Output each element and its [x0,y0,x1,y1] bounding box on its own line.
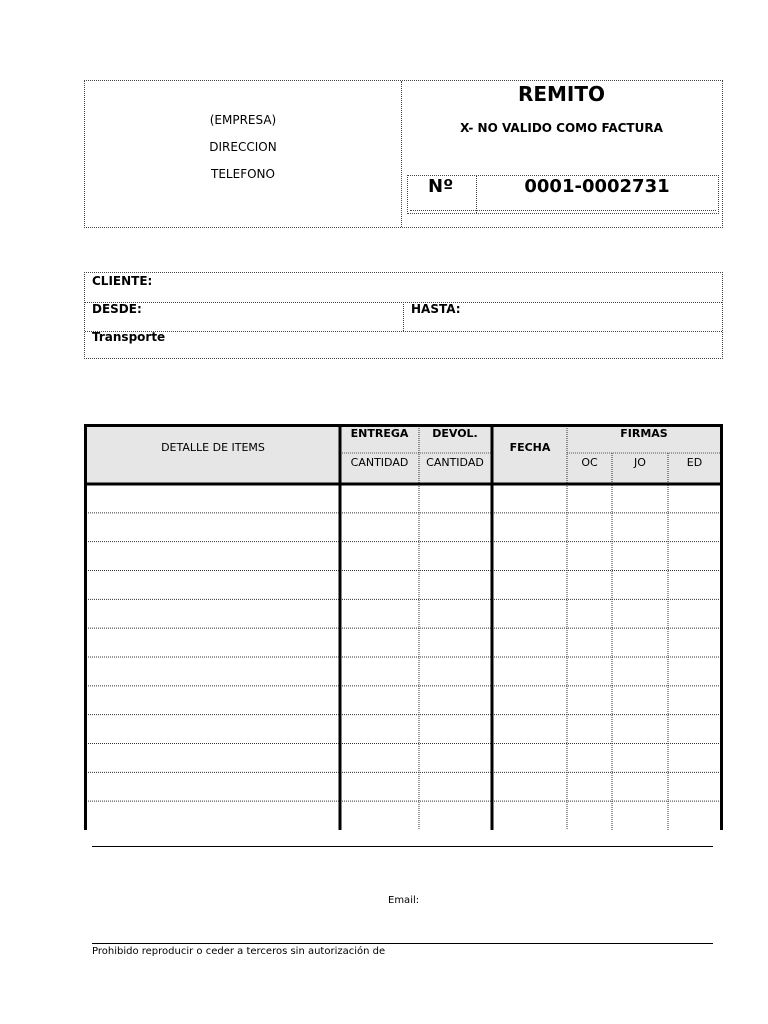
client-box [84,272,723,359]
desde-label: DESDE: [92,302,142,316]
header-detalle: DETALLE DE ITEMS [161,441,265,454]
document-subtitle: X- NO VALIDO COMO FACTURA [460,121,663,135]
number-box-inner-line [410,210,716,211]
company-address: DIRECCION [209,140,277,154]
header-cantidad-entrega: CANTIDAD [350,456,409,469]
header-jo: JO [634,456,646,469]
header-ed: ED [686,456,703,469]
client-row [85,273,722,303]
number-label: Nº [428,176,454,197]
hasta-label: HASTA: [411,302,461,316]
company-name: (EMPRESA) [209,113,277,127]
items-table [84,424,723,830]
desde-hasta-divider [403,302,404,331]
header-fecha: FECHA [509,441,551,454]
header-oc: OC [581,456,598,469]
company-phone: TELEFONO [211,167,275,181]
header-entrega: ENTREGA [350,427,409,440]
header-devol: DEVOL. [432,427,478,440]
header-box [84,80,723,228]
document-number-box [407,175,719,214]
email-label: Email: [388,895,420,906]
header-firmas: FIRMAS [620,427,668,440]
header-cantidad-devol: CANTIDAD [426,456,484,469]
transporte-label: Transporte [92,330,166,344]
document-number: 0001-0002731 [524,176,670,197]
document-title: REMITO [517,82,606,106]
footer-top-rule [92,846,713,847]
footer-bottom-rule [92,943,713,944]
cliente-label: CLIENTE: [92,274,153,288]
disclaimer-text: Prohibido reproducir o ceder a terceros sin autorización de [92,946,386,957]
items-table-grid [84,424,723,830]
